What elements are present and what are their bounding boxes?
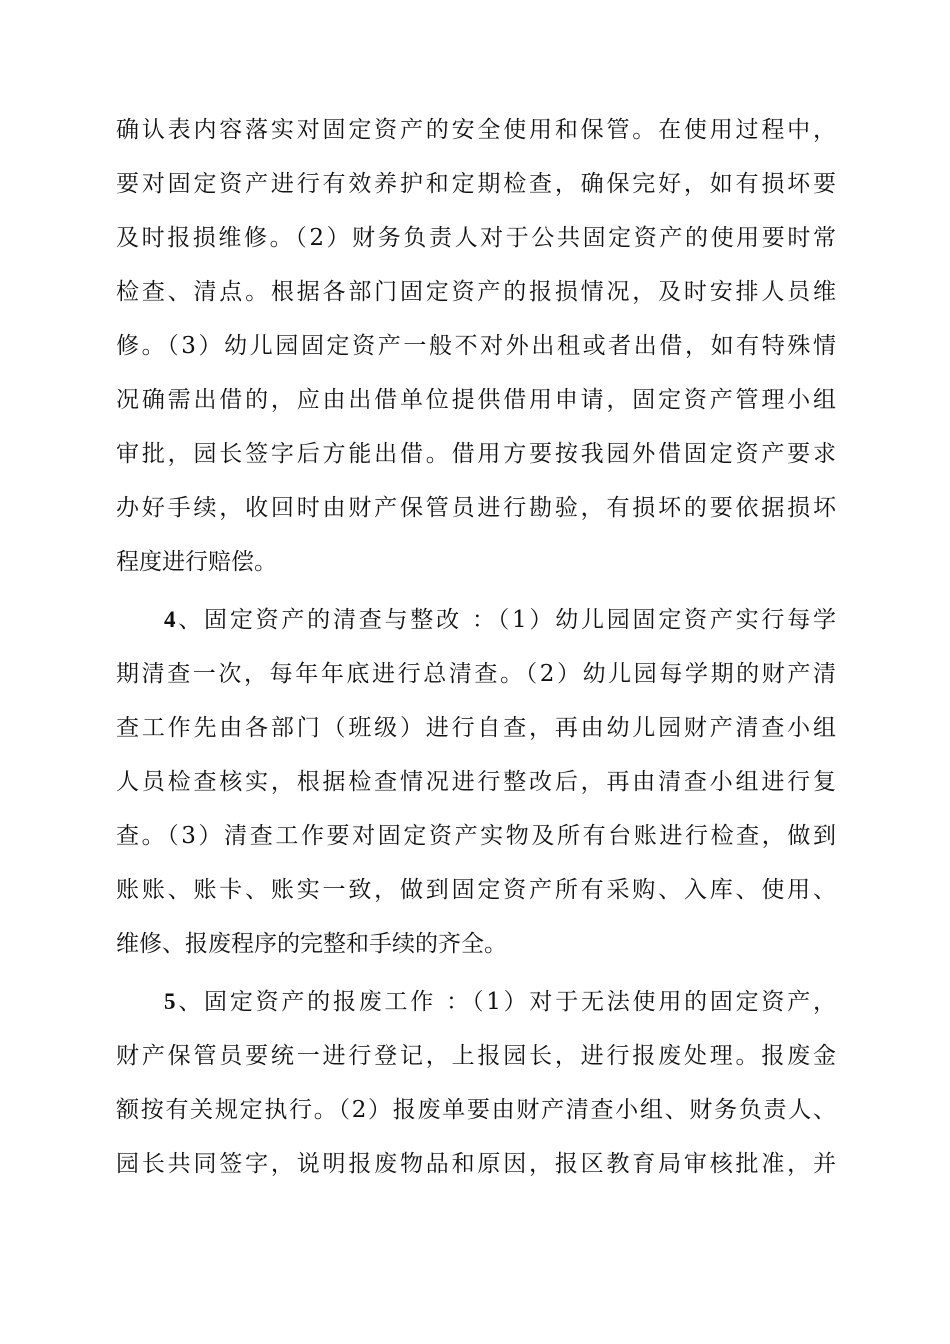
paragraph-line: 审批，园长签字后方能出借。借用方要按我园外借固定资产要求: [116, 441, 836, 467]
paragraph-line: 人员检查核实，根据检查情况进行整改后，再由清查小组进行复: [116, 769, 836, 795]
paragraph-line: 期清查一次，每年年底进行总清查。（2）幼儿园每学期的财产清: [116, 661, 836, 687]
paragraph-line: 检查、清点。根据各部门固定资产的报损情况，及时安排人员维: [116, 279, 836, 305]
section-5-text: 、固定资产的报废工作 ：（1）对于无法使用的固定资产，: [175, 989, 836, 1015]
section-5-heading-line: [164, 975, 836, 1029]
paragraph-line: 额按有关规定执行。（2）报废单要由财产清查小组、财务负责人、: [116, 1097, 836, 1123]
paragraph-line: 要对固定资产进行有效养护和定期检查，确保完好，如有损坏要: [116, 171, 836, 197]
paragraph-line: 程度进行赔偿。: [116, 549, 277, 575]
paragraph-line: 园长共同签字，说明报废物品和原因，报区教育局审核批准，并: [116, 1151, 836, 1177]
paragraph-line: 况确需出借的，应由出借单位提供借用申请，固定资产管理小组: [116, 387, 836, 413]
paragraph-line: 维修、报废程序的完整和手续的齐全。: [116, 931, 507, 957]
paragraph-line: 查工作先由各部门（班级）进行自查，再由幼儿园财产清查小组: [116, 715, 836, 741]
section-5-number: 5: [164, 989, 176, 1014]
section-4-text: 、固定资产的清查与整改 ：（1）幼儿园固定资产实行每学: [175, 607, 836, 633]
section-4-heading-line: [164, 593, 836, 647]
paragraph-line: 及时报损维修。（2）财务负责人对于公共固定资产的使用要时常: [116, 225, 836, 251]
paragraph-line: 办好手续，收回时由财产保管员进行勘验，有损坏的要依据损坏: [116, 495, 836, 521]
paragraph-line: 查。（3）清查工作要对固定资产实物及所有台账进行检查，做到: [116, 823, 836, 849]
paragraph-line: 修。（3）幼儿园固定资产一般不对外出租或者出借，如有特殊情: [116, 333, 836, 359]
paragraph-line: 确认表内容落实对固定资产的安全使用和保管。在使用过程中，: [116, 117, 836, 143]
paragraph-line: 财产保管员要统一进行登记，上报园长，进行报废处理。报废金: [116, 1043, 836, 1069]
paragraph-line: 账账、账卡、账实一致，做到固定资产所有采购、入库、使用、: [116, 877, 836, 903]
section-4-number: 4: [164, 607, 176, 632]
